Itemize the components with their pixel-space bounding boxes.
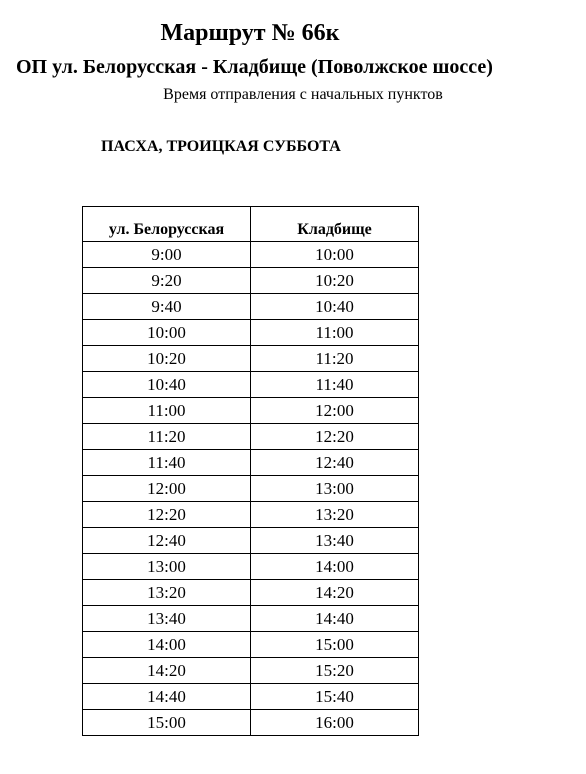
table-row	[83, 476, 419, 502]
route-number-title: Маршрут № 66к	[160, 20, 340, 46]
departure-kladbische-cell: 15:00	[251, 632, 419, 658]
table-row	[83, 398, 419, 424]
departure-kladbische-cell: 13:40	[251, 528, 419, 554]
table-row	[83, 372, 419, 398]
day-type-heading: ПАСХА, ТРОИЦКАЯ СУББОТА	[101, 138, 341, 155]
departure-kladbische-cell: 15:40	[251, 684, 419, 710]
departure-kladbische-cell: 16:00	[251, 710, 419, 736]
table-row	[83, 580, 419, 606]
departure-note: Время отправления с начальных пунктов	[163, 86, 443, 103]
departure-belorusskaya-cell: 9:20	[83, 268, 251, 294]
departure-belorusskaya-cell: 10:20	[83, 346, 251, 372]
departure-belorusskaya-cell: 10:00	[83, 320, 251, 346]
table-row	[83, 710, 419, 736]
departure-kladbische-cell: 11:20	[251, 346, 419, 372]
table-row	[83, 242, 419, 268]
schedule-table	[82, 206, 419, 736]
table-row	[83, 632, 419, 658]
table-row	[83, 294, 419, 320]
departure-kladbische-cell: 13:00	[251, 476, 419, 502]
table-row	[83, 450, 419, 476]
table-row	[83, 658, 419, 684]
departure-belorusskaya-cell: 10:40	[83, 372, 251, 398]
departure-belorusskaya-cell: 14:20	[83, 658, 251, 684]
departure-belorusskaya-cell: 12:20	[83, 502, 251, 528]
departure-belorusskaya-cell: 11:40	[83, 450, 251, 476]
departure-belorusskaya-cell: 9:00	[83, 242, 251, 268]
table-row	[83, 424, 419, 450]
departure-belorusskaya-cell: 12:00	[83, 476, 251, 502]
departure-kladbische-cell: 13:20	[251, 502, 419, 528]
route-name: ОП ул. Белорусская - Кладбище (Поволжское шоссе)	[16, 56, 493, 78]
table-header-row	[83, 207, 419, 242]
table-row	[83, 268, 419, 294]
table-row	[83, 684, 419, 710]
departure-belorusskaya-cell: 13:40	[83, 606, 251, 632]
departure-kladbische-cell: 10:00	[251, 242, 419, 268]
departure-kladbische-cell: 11:00	[251, 320, 419, 346]
departure-belorusskaya-cell: 9:40	[83, 294, 251, 320]
table-row	[83, 320, 419, 346]
departure-kladbische-cell: 12:20	[251, 424, 419, 450]
page-title	[0, 18, 500, 48]
departure-belorusskaya-cell: 13:20	[83, 580, 251, 606]
departure-kladbische-cell: 14:40	[251, 606, 419, 632]
schedule-body	[83, 242, 419, 736]
departure-kladbische-cell: 12:00	[251, 398, 419, 424]
departure-kladbische-cell: 15:20	[251, 658, 419, 684]
table-row	[83, 502, 419, 528]
departure-belorusskaya-cell: 11:20	[83, 424, 251, 450]
departure-belorusskaya-cell: 15:00	[83, 710, 251, 736]
table-row	[83, 528, 419, 554]
departure-kladbische-cell: 14:00	[251, 554, 419, 580]
column-header-belorusskaya: ул. Белорусская	[83, 207, 251, 242]
departure-belorusskaya-cell: 14:40	[83, 684, 251, 710]
departure-kladbische-cell: 14:20	[251, 580, 419, 606]
table-row	[83, 346, 419, 372]
table-row	[83, 554, 419, 580]
column-header-kladbische: Кладбище	[251, 207, 419, 242]
departure-belorusskaya-cell: 11:00	[83, 398, 251, 424]
departure-belorusskaya-cell: 14:00	[83, 632, 251, 658]
subtitle	[0, 84, 586, 106]
departure-belorusskaya-cell: 13:00	[83, 554, 251, 580]
departure-belorusskaya-cell: 12:40	[83, 528, 251, 554]
table-row	[83, 606, 419, 632]
departure-kladbische-cell: 10:20	[251, 268, 419, 294]
departure-kladbische-cell: 11:40	[251, 372, 419, 398]
departure-kladbische-cell: 10:40	[251, 294, 419, 320]
departure-kladbische-cell: 12:40	[251, 450, 419, 476]
